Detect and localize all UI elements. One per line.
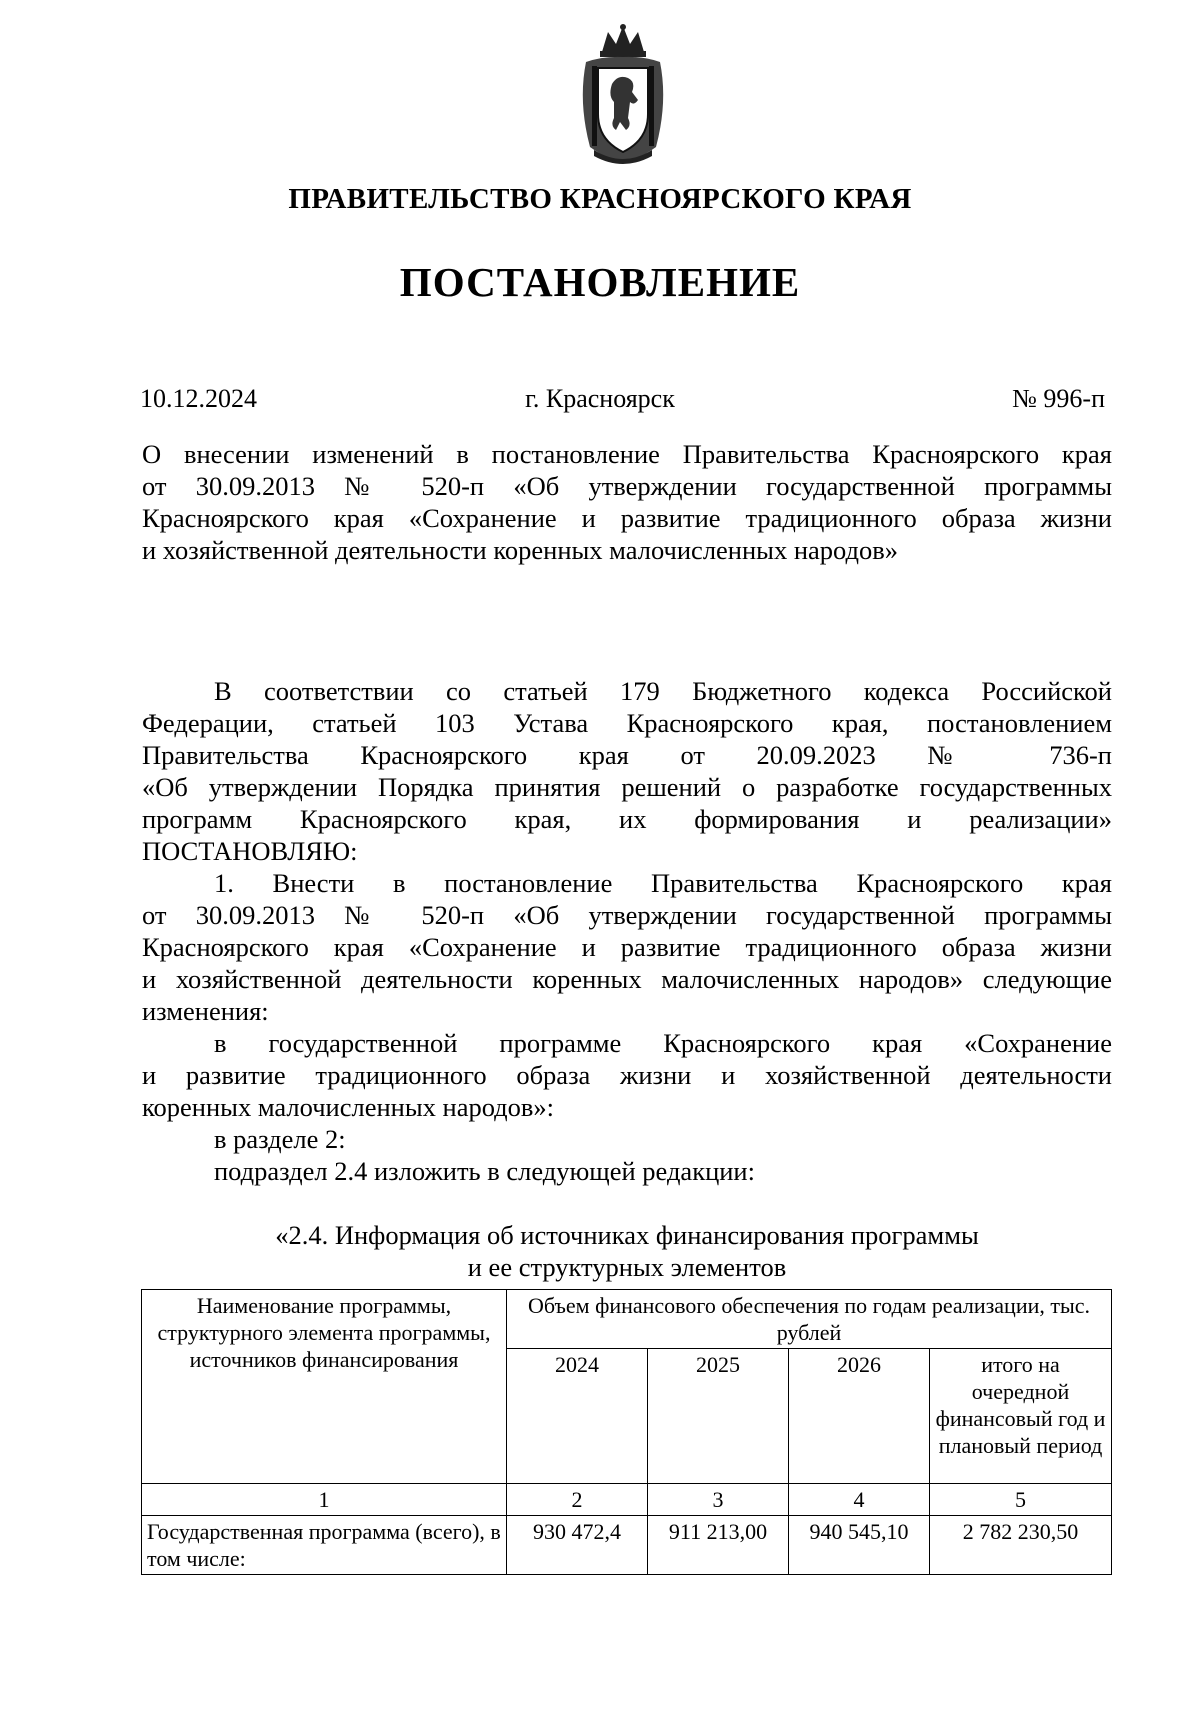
row-total-cell: 2 782 230,50 [930, 1516, 1112, 1575]
program-line: и развитие традиционного образа жизни и хозяйственной деятельности [142, 1060, 1112, 1090]
column-number-cell: 2 [507, 1484, 648, 1516]
title-line: и хозяйственной деятельности коренных малочисленных народов» [142, 535, 899, 565]
table-row [142, 1516, 1112, 1575]
item1-line: 1. Внести в постановление Правительства Красноярского края [214, 868, 1112, 898]
column-number-cell: 1 [142, 1484, 507, 1516]
document-type: ПОСТАНОВЛЕНИЕ [399, 259, 801, 305]
item1-line: и хозяйственной деятельности коренных малочисленных народов» следующие [142, 964, 1112, 994]
preamble-line: Правительства Красноярского края от 20.09.2023 № 736-п [142, 740, 1112, 770]
program-line: коренных малочисленных народов»: [142, 1092, 555, 1122]
item1-line: от 30.09.2013 № 520-п «Об утверждении государственной программы [142, 900, 1112, 930]
section-ref: в разделе 2: [214, 1124, 346, 1154]
row-name-cell: Государственная программа (всего), в том числе: [142, 1516, 507, 1575]
financing-table [141, 1289, 1112, 1575]
preamble-line: Федерации, статьей 103 Устава Красноярского края, постановлением [142, 708, 1112, 738]
document-number: № 996-п [1012, 384, 1105, 413]
header-year-cell: 2025 [648, 1349, 789, 1484]
header-year-cell: 2026 [789, 1349, 930, 1484]
document-date: 10.12.2024 [140, 384, 257, 413]
header-volume-cell: Объем финансового обеспечения по годам реализации, тыс. рублей [507, 1290, 1112, 1349]
subsection-title-line: «2.4. Информация об источниках финансирования программы [275, 1220, 979, 1250]
row-value-cell: 930 472,4 [507, 1516, 648, 1575]
preamble-line: программ Красноярского края, их формирования и реализации» [142, 804, 1112, 834]
column-number-cell: 4 [789, 1484, 930, 1516]
item1-line: изменения: [142, 996, 269, 1026]
document-city: г. Красноярск [525, 384, 675, 413]
preamble-line: ПОСТАНОВЛЯЮ: [142, 836, 358, 866]
row-value-cell: 911 213,00 [648, 1516, 789, 1575]
column-number-cell: 5 [930, 1484, 1112, 1516]
preamble-line: В соответствии со статьей 179 Бюджетного кодекса Российской [214, 676, 1112, 706]
preamble [142, 675, 1112, 1187]
title-line: Красноярского края «Сохранение и развитие традиционного образа жизни [142, 503, 1112, 533]
subsection-title-line: и ее структурных элементов [467, 1252, 787, 1282]
subsection-title [142, 1219, 1112, 1283]
header-name-cell: Наименование программы, структурного элемента программы, источников финансирования [142, 1290, 507, 1484]
table-header-row [142, 1290, 1112, 1349]
header-total-cell: итого на очередной финансовый год и плановый период [930, 1349, 1112, 1484]
header-year-cell: 2024 [507, 1349, 648, 1484]
document-title [142, 438, 1112, 566]
preamble-line: «Об утверждении Порядка принятия решений о разработке государственных [142, 772, 1112, 802]
table-number-row [142, 1484, 1112, 1516]
column-number-cell: 3 [648, 1484, 789, 1516]
item1-line: Красноярского края «Сохранение и развитие традиционного образа жизни [142, 932, 1112, 962]
coat-of-arms-icon [568, 22, 678, 167]
organization-name: ПРАВИТЕЛЬСТВО КРАСНОЯРСКОГО КРАЯ [288, 183, 912, 215]
row-value-cell: 940 545,10 [789, 1516, 930, 1575]
program-line: в государственной программе Красноярского края «Сохранение [214, 1028, 1112, 1058]
subsection-ref: подраздел 2.4 изложить в следующей редакции: [214, 1156, 755, 1186]
title-line: О внесении изменений в постановление Правительства Красноярского края [142, 439, 1112, 469]
title-line: от 30.09.2013 № 520-п «Об утверждении государственной программы [142, 471, 1112, 501]
